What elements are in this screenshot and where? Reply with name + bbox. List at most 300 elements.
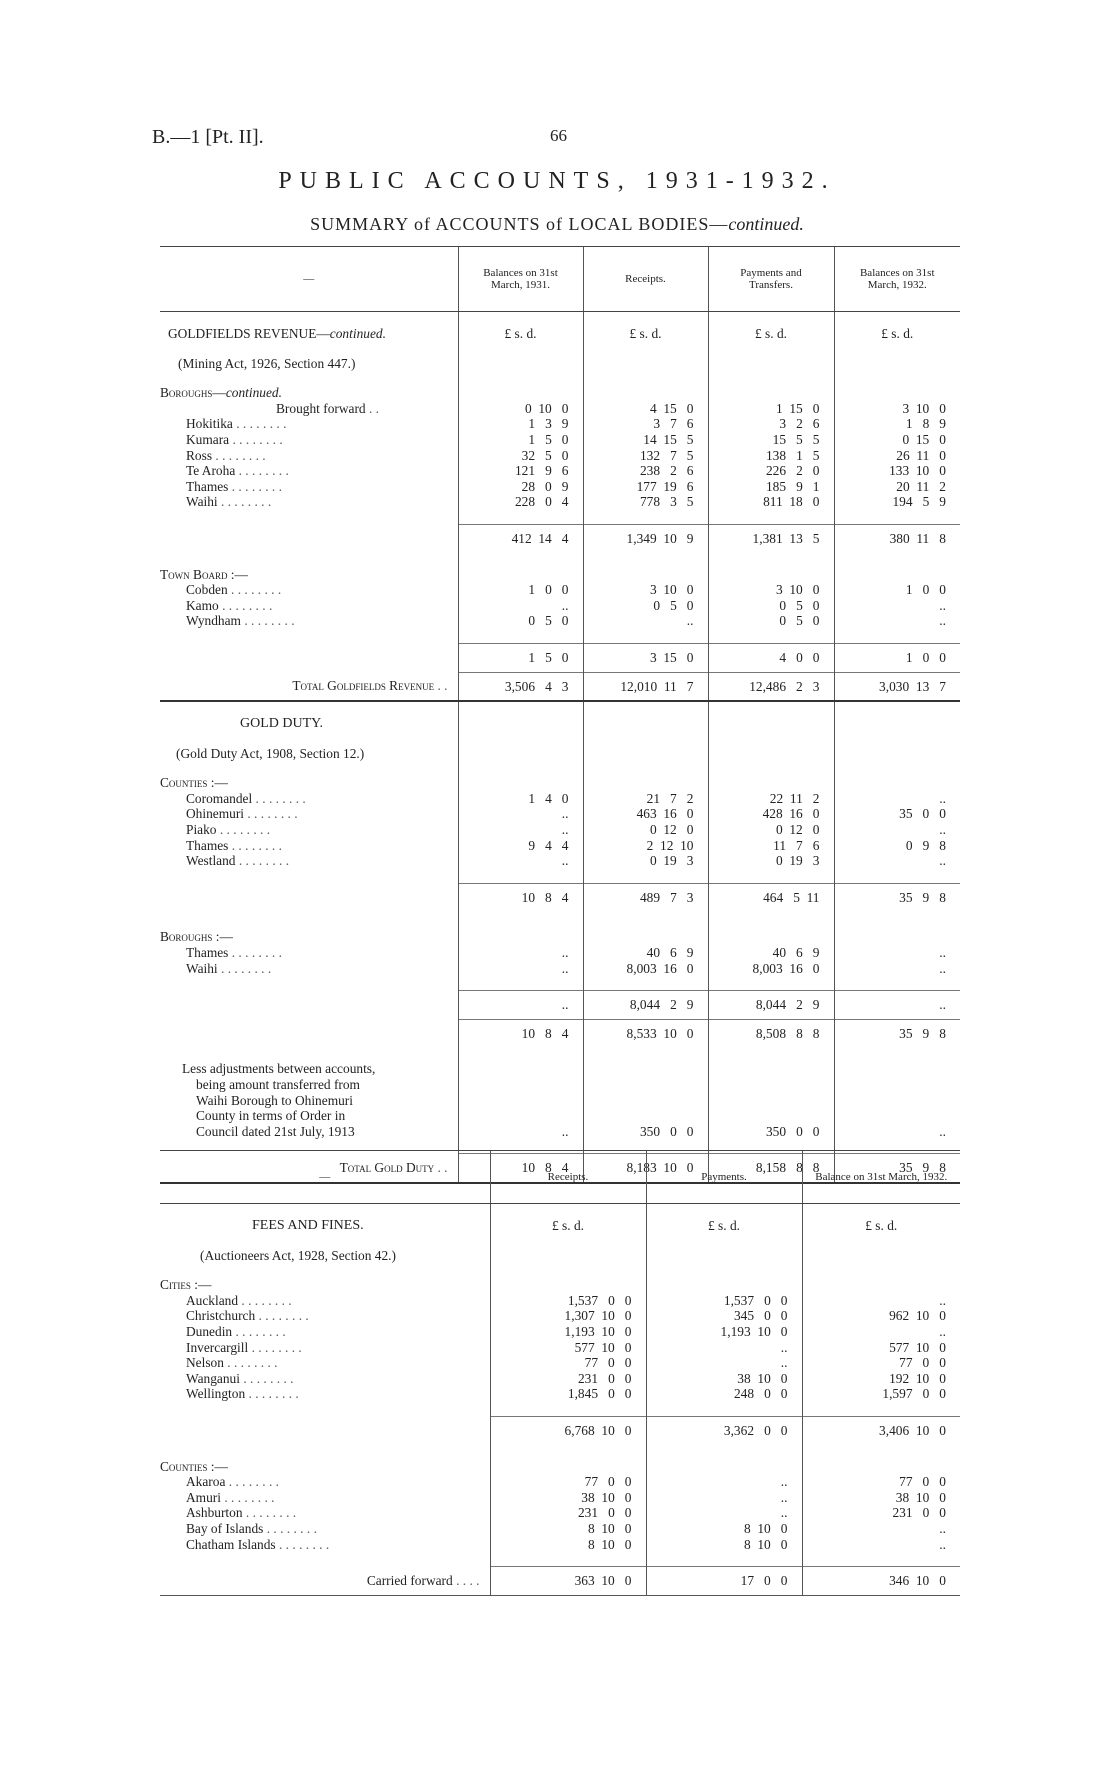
spacer-row <box>160 1204 960 1219</box>
amount-cell: 3 10 0 <box>834 401 960 417</box>
carried-forward-label: Carried forward <box>366 1572 453 1588</box>
units-label: £ s. d. <box>458 326 583 342</box>
spacer-row <box>160 1047 960 1061</box>
total-cell: 8,533 10 0 <box>583 1019 708 1047</box>
table-row <box>160 613 960 629</box>
gd-boroughs-label <box>160 929 960 945</box>
amount-cell: .. <box>458 598 583 614</box>
fees-act-text: (Auctioneers Act, 1928, Section 42.) <box>200 1247 396 1263</box>
fees-heading-row <box>160 1218 960 1234</box>
table-row <box>160 1308 960 1324</box>
fees-counties-label <box>160 1459 960 1475</box>
spacer-row <box>160 732 960 746</box>
amount-cell: 1 5 0 <box>458 432 583 448</box>
carried-forward-row-label: Carried forward . . . . <box>160 1567 490 1596</box>
amount-cell: .. <box>802 1324 960 1340</box>
row-name: Kumara <box>186 431 230 447</box>
gd-combined-total-row <box>160 1019 960 1047</box>
amount-cell: 77 0 0 <box>802 1474 960 1490</box>
amount-cell: 192 10 0 <box>802 1371 960 1387</box>
total-cell: 489 7 3 <box>583 883 708 911</box>
amount-cell: 177 19 6 <box>583 479 708 495</box>
amount-cell: 32 5 0 <box>458 448 583 464</box>
row-label: Kumara . . . . . . . . <box>186 431 283 447</box>
table-row <box>160 1490 960 1506</box>
amount-cell: 8 10 0 <box>646 1537 802 1553</box>
amount-cell: 3 10 0 <box>708 582 834 598</box>
gd-boroughs-label-text: Boroughs :— <box>160 929 233 945</box>
amount-cell: 238 2 6 <box>583 463 708 479</box>
row-name: Thames <box>186 478 229 494</box>
spacer-row <box>160 553 960 567</box>
gold-duty-heading-text: GOLD DUTY. <box>240 716 323 732</box>
amount-cell: 132 7 5 <box>583 448 708 464</box>
fees-heading: FEES AND FINES. <box>252 1218 364 1233</box>
total-cell: 8,158 8 8 <box>708 1154 834 1183</box>
spacer-row <box>160 629 960 644</box>
row-label: Piako . . . . . . . . <box>186 822 271 838</box>
row-name: Waihi <box>186 494 218 510</box>
amount-cell: 0 5 0 <box>583 598 708 614</box>
amount-cell: 0 12 0 <box>583 822 708 838</box>
row-label: Ross . . . . . . . . <box>186 447 266 463</box>
col2-header-particulars: — <box>160 1151 490 1204</box>
amount-cell: 0 19 3 <box>583 853 708 869</box>
table-row <box>160 1505 960 1521</box>
total-cell: 380 11 8 <box>834 524 960 552</box>
total-cell: 464 5 11 <box>708 883 834 911</box>
total-cell: 12,486 2 3 <box>708 672 834 701</box>
total-cell: 1 5 0 <box>458 643 583 672</box>
page-reference: B.—1 [Pt. II]. <box>152 126 264 148</box>
cities-label-text: Cities :— <box>160 1277 212 1293</box>
amount-cell: 428 16 0 <box>708 806 834 822</box>
amount-cell: 9 4 4 <box>458 838 583 854</box>
col2-header-receipts: Receipts. <box>490 1151 646 1204</box>
amount-cell: .. <box>458 853 583 869</box>
amount-cell: .. <box>802 1537 960 1553</box>
amount-cell: .. <box>802 1521 960 1537</box>
row-label: Auckland . . . . . . . . <box>186 1292 292 1308</box>
total-cell: 3,406 10 0 <box>802 1416 960 1444</box>
total-cell: 3,506 4 3 <box>458 672 583 701</box>
table-row <box>160 1386 960 1402</box>
amount-cell: 3 10 0 <box>583 582 708 598</box>
row-name: Thames <box>186 837 229 853</box>
table-row <box>160 1537 960 1553</box>
gd-combined-total-row-label <box>160 1019 458 1047</box>
amount-cell: 185 9 1 <box>708 479 834 495</box>
row-label: Waihi . . . . . . . . <box>186 494 272 510</box>
total-cell: 4 0 0 <box>708 643 834 672</box>
total-cell: .. <box>834 991 960 1020</box>
page-number: 66 <box>550 126 567 145</box>
spacer-row <box>160 1552 960 1567</box>
total-cell: 3 15 0 <box>583 643 708 672</box>
row-label: Thames . . . . . . . . <box>186 945 282 961</box>
total-cell: 35 9 8 <box>834 1019 960 1047</box>
row-name: Chatham Islands <box>186 1536 276 1552</box>
col-header-balances-1931: Balances on 31st March, 1931. <box>458 247 583 312</box>
amount-cell: 1 0 0 <box>834 582 960 598</box>
table-row <box>160 1474 960 1490</box>
counties-label-text: Counties :— <box>160 775 228 791</box>
total-cell: 17 0 0 <box>646 1567 802 1596</box>
units-label: £ s. d. <box>583 326 708 342</box>
gold-duty-total-row-label: Total Gold Duty . . <box>160 1154 458 1183</box>
amount-cell: 1,193 10 0 <box>646 1324 802 1340</box>
goldfields-total-row <box>160 672 960 701</box>
amount-cell: 0 10 0 <box>458 401 583 417</box>
amount-cell: .. <box>646 1505 802 1521</box>
page-title: PUBLIC ACCOUNTS, 1931-1932. <box>278 168 836 194</box>
amount-cell: 8 10 0 <box>490 1537 646 1553</box>
spacer-row <box>160 1234 960 1248</box>
town-board-label-text: Town Board :— <box>160 566 248 582</box>
amount-cell: 194 5 9 <box>834 494 960 510</box>
amount-cell: 0 15 0 <box>834 432 960 448</box>
table-row <box>160 822 960 838</box>
row-name: Nelson <box>186 1355 224 1371</box>
col2-header-payments: Payments. <box>646 1151 802 1204</box>
amount-cell: 1,597 0 0 <box>802 1386 960 1402</box>
amount-cell: .. <box>834 945 960 961</box>
amount-cell: 3 7 6 <box>583 416 708 432</box>
row-name: Ohinemuri <box>186 806 245 822</box>
amount-cell: 2 12 10 <box>583 838 708 854</box>
town-subtotal-row-label <box>160 643 458 672</box>
spacer-row <box>160 1445 960 1459</box>
total-cell: 35 9 8 <box>834 883 960 911</box>
amount-cell: .. <box>834 613 960 629</box>
row-name: Te Aroha <box>186 463 236 479</box>
amount-cell: 38 10 0 <box>646 1371 802 1387</box>
row-label: Akaroa . . . . . . . . <box>186 1474 279 1490</box>
brought-forward-label: Brought forward . . <box>276 400 380 416</box>
amount-cell: .. <box>646 1474 802 1490</box>
row-label: Te Aroha . . . . . . . . <box>186 463 289 479</box>
goldfields-act <box>160 356 960 372</box>
amount-cell: .. <box>834 822 960 838</box>
row-name: Wyndham <box>186 613 241 629</box>
total-cell: 3,362 0 0 <box>646 1416 802 1444</box>
amount-cell: .. <box>646 1490 802 1506</box>
table-row <box>160 945 960 961</box>
amount-cell: 1 15 0 <box>708 401 834 417</box>
amount-cell: .. <box>458 822 583 838</box>
cities-label <box>160 1277 960 1293</box>
amount-cell: 138 1 5 <box>708 448 834 464</box>
row-label: Amuri . . . . . . . . <box>186 1489 275 1505</box>
table-row <box>160 1355 960 1371</box>
table-row <box>160 1371 960 1387</box>
total-cell: 412 14 4 <box>458 524 583 552</box>
amount-cell: 231 0 0 <box>802 1505 960 1521</box>
less-adjustments-row <box>160 1108 960 1124</box>
spacer-row <box>160 976 960 991</box>
goldfields-heading: GOLDFIELDS REVENUE—continued. <box>168 326 386 341</box>
row-name: Ross <box>186 447 213 463</box>
row-name: Bay of Islands <box>186 1520 264 1536</box>
amount-cell: 1,193 10 0 <box>490 1324 646 1340</box>
units-label: £ s. d. <box>708 326 834 342</box>
amount-cell: 1 8 9 <box>834 416 960 432</box>
row-label: Chatham Islands . . . . . . . . <box>186 1536 330 1552</box>
boroughs-label: Boroughs—continued. <box>160 385 282 401</box>
row-name: Ashburton <box>186 1505 243 1521</box>
total-cell: 8,044 2 9 <box>708 991 834 1020</box>
row-name: Christchurch <box>186 1308 256 1324</box>
less-adjustments-text: County in terms of Order in <box>196 1108 346 1124</box>
amount-cell: 40 6 9 <box>708 945 834 961</box>
goldfields-total-row-label: Total Goldfields Revenue . . <box>160 672 458 701</box>
table-row <box>160 479 960 495</box>
amount-cell: .. <box>646 1340 802 1356</box>
total-cell: 35 9 8 <box>834 1154 960 1183</box>
amount-cell: 21 7 2 <box>583 791 708 807</box>
table-row <box>160 791 960 807</box>
table-row <box>160 1324 960 1340</box>
table-row <box>160 463 960 479</box>
table-row <box>160 853 960 869</box>
total-cell: 1,381 13 5 <box>708 524 834 552</box>
total-cell: 10 8 4 <box>458 1154 583 1183</box>
table-row <box>160 432 960 448</box>
spacer-row <box>160 701 960 716</box>
amount-cell: 20 11 2 <box>834 479 960 495</box>
amount-cell: 811 18 0 <box>708 494 834 510</box>
spacer-row <box>160 342 960 356</box>
row-label: Ashburton . . . . . . . . <box>186 1505 297 1521</box>
total-cell: 1 0 0 <box>834 643 960 672</box>
spacer-row <box>160 312 960 327</box>
amount-cell: .. <box>458 806 583 822</box>
row-name: Amuri <box>186 1489 221 1505</box>
amount-cell: 38 10 0 <box>490 1490 646 1506</box>
amount-cell: 8 10 0 <box>646 1521 802 1537</box>
row-name: Waihi <box>186 960 218 976</box>
units-label: £ s. d. <box>802 1218 960 1234</box>
amount-cell: 22 11 2 <box>708 791 834 807</box>
amount-cell: .. <box>583 613 708 629</box>
row-label: Nelson . . . . . . . . <box>186 1355 278 1371</box>
row-label: Christchurch . . . . . . . . <box>186 1308 309 1324</box>
less-adjustments-row <box>160 1077 960 1093</box>
amount-cell: 77 0 0 <box>490 1355 646 1371</box>
row-label: Dunedin . . . . . . . . <box>186 1323 286 1339</box>
row-name: Kamo <box>186 597 219 613</box>
cities-subtotal-row <box>160 1416 960 1444</box>
col-header-particulars: — <box>160 247 458 312</box>
less-adjustments-text: being amount transferred from <box>196 1077 360 1092</box>
cities-subtotal-row-label <box>160 1416 490 1444</box>
col-header-receipts: Receipts. <box>583 247 708 312</box>
amount-cell: 3 2 6 <box>708 416 834 432</box>
amount-cell: 8,003 16 0 <box>708 961 834 977</box>
units-label: £ s. d. <box>490 1218 646 1234</box>
table-row <box>160 494 960 510</box>
row-name: Invercargill <box>186 1339 249 1355</box>
total-cell: 12,010 11 7 <box>583 672 708 701</box>
amount-cell: 1,845 0 0 <box>490 1386 646 1402</box>
amount-cell: 28 0 9 <box>458 479 583 495</box>
amount-cell: 463 16 0 <box>583 806 708 822</box>
row-label: Bay of Islands . . . . . . . . <box>186 1520 317 1536</box>
col-header-balances-1932: Balances on 31st March, 1932. <box>834 247 960 312</box>
amount-cell: .. <box>834 598 960 614</box>
table-row <box>160 448 960 464</box>
total-cell: 346 10 0 <box>802 1567 960 1596</box>
row-label: Thames . . . . . . . . <box>186 478 282 494</box>
spacer-row <box>160 1402 960 1417</box>
boroughs-subtotal-row <box>160 524 960 552</box>
amount-cell: .. <box>458 961 583 977</box>
table-row <box>160 598 960 614</box>
table-row <box>160 806 960 822</box>
boroughs-subtotal-row-label <box>160 524 458 552</box>
table2-header-row <box>160 1151 960 1204</box>
amount-cell: 231 0 0 <box>490 1371 646 1387</box>
town-board-label <box>160 567 960 583</box>
amount-cell: 226 2 0 <box>708 463 834 479</box>
amount-cell: 577 10 0 <box>490 1340 646 1356</box>
row-name: Auckland <box>186 1292 239 1308</box>
row-label: Kamo . . . . . . . . <box>186 597 273 613</box>
amount-cell: .. <box>834 853 960 869</box>
amount-cell: 0 19 3 <box>708 853 834 869</box>
amount-cell: .. <box>834 791 960 807</box>
amount-cell: 8 10 0 <box>490 1521 646 1537</box>
row-name: Hokitika <box>186 416 233 432</box>
total-cell: 10 8 4 <box>458 883 583 911</box>
total-cell: 8,508 8 8 <box>708 1019 834 1047</box>
amount-cell: 40 6 9 <box>583 945 708 961</box>
units-label: £ s. d. <box>834 326 960 342</box>
table-row <box>160 1521 960 1537</box>
row-label: Cobden . . . . . . . . <box>186 582 282 598</box>
spacer-row <box>160 1263 960 1277</box>
spacer-row <box>160 371 960 385</box>
fees-counties-label-text: Counties :— <box>160 1458 228 1474</box>
amount-cell: 77 0 0 <box>802 1355 960 1371</box>
col2-header-balance: Balance on 31st March, 1932. <box>802 1151 960 1204</box>
row-label: Wanganui . . . . . . . . <box>186 1370 294 1386</box>
amount-cell: 4 15 0 <box>583 401 708 417</box>
row-name: Piako <box>186 822 217 838</box>
row-label: Hokitika . . . . . . . . <box>186 416 287 432</box>
amount-cell: 15 5 5 <box>708 432 834 448</box>
spacer-row <box>160 869 960 884</box>
amount-cell: 345 0 0 <box>646 1308 802 1324</box>
gd-boroughs-subtotal-row-label <box>160 991 458 1020</box>
amount-cell: 1,537 0 0 <box>646 1293 802 1309</box>
amount-cell: 133 10 0 <box>834 463 960 479</box>
counties-label <box>160 775 960 791</box>
less-adjustments-row <box>160 1093 960 1109</box>
table-header-row <box>160 247 960 312</box>
amount-cell: 0 12 0 <box>708 822 834 838</box>
amount-cell: 0 5 0 <box>708 613 834 629</box>
amount-cell: 35 0 0 <box>834 806 960 822</box>
amount-cell: .. <box>834 1124 960 1140</box>
counties-subtotal-row <box>160 883 960 911</box>
amount-cell: 77 0 0 <box>490 1474 646 1490</box>
amount-cell: 231 0 0 <box>490 1505 646 1521</box>
boroughs-label-row <box>160 385 960 401</box>
row-label: Westland . . . . . . . . <box>186 853 290 869</box>
amount-cell: 577 10 0 <box>802 1340 960 1356</box>
row-label: Ohinemuri . . . . . . . . <box>186 806 298 822</box>
amount-cell: 1 4 0 <box>458 791 583 807</box>
amount-cell: 0 5 0 <box>708 598 834 614</box>
total-cell: 8,044 2 9 <box>583 991 708 1020</box>
gd-boroughs-subtotal-row <box>160 991 960 1020</box>
amount-cell: 121 9 6 <box>458 463 583 479</box>
gold-duty-act-text: (Gold Duty Act, 1908, Section 12.) <box>176 745 365 761</box>
amount-cell: .. <box>834 961 960 977</box>
row-name: Cobden <box>186 582 228 598</box>
amount-cell: 0 9 8 <box>834 838 960 854</box>
brought-forward-row <box>160 401 960 417</box>
goldfields-act-text: (Mining Act, 1926, Section 447.) <box>178 355 356 371</box>
table-row <box>160 961 960 977</box>
row-name: Coromandel <box>186 790 253 806</box>
row-label: Coromandel . . . . . . . . <box>186 790 306 806</box>
amount-cell: 350 0 0 <box>708 1124 834 1140</box>
amount-cell: 26 11 0 <box>834 448 960 464</box>
gold-duty-act <box>160 746 960 762</box>
total-cell: 3,030 13 7 <box>834 672 960 701</box>
gold-duty-heading <box>160 716 960 732</box>
row-label: Wyndham . . . . . . . . <box>186 613 295 629</box>
table-row <box>160 1340 960 1356</box>
counties-subtotal-row-label <box>160 883 458 911</box>
amount-cell: 1,537 0 0 <box>490 1293 646 1309</box>
row-label: Wellington . . . . . . . . <box>186 1386 299 1402</box>
less-adjustments-text: Council dated 21st July, 1913 <box>196 1123 355 1139</box>
row-label: Thames . . . . . . . . <box>186 837 282 853</box>
table-row <box>160 416 960 432</box>
col-header-payments: Payments and Transfers. <box>708 247 834 312</box>
amount-cell: 350 0 0 <box>583 1124 708 1140</box>
units-row <box>160 326 960 342</box>
amount-cell: .. <box>458 945 583 961</box>
row-name: Thames <box>186 945 229 961</box>
total-cell: 363 10 0 <box>490 1567 646 1596</box>
row-label: Waihi . . . . . . . . <box>186 960 272 976</box>
row-name: Wellington <box>186 1386 246 1402</box>
total-cell: 1,349 10 9 <box>583 524 708 552</box>
fees-act <box>160 1248 960 1264</box>
total-cell: .. <box>458 991 583 1020</box>
amount-cell: .. <box>458 1124 583 1140</box>
spacer-row <box>160 911 960 929</box>
units-label: £ s. d. <box>646 1218 802 1234</box>
amount-cell: 248 0 0 <box>646 1386 802 1402</box>
amount-cell: .. <box>646 1355 802 1371</box>
row-name: Westland <box>186 853 236 869</box>
town-subtotal-row <box>160 643 960 672</box>
row-name: Dunedin <box>186 1323 233 1339</box>
row-name: Akaroa <box>186 1474 226 1490</box>
spacer-row <box>160 761 960 775</box>
amount-cell: 1,307 10 0 <box>490 1308 646 1324</box>
amount-cell: .. <box>802 1293 960 1309</box>
less-adjustments-row <box>160 1124 960 1140</box>
amount-cell: 1 3 9 <box>458 416 583 432</box>
carried-forward-row <box>160 1567 960 1596</box>
amount-cell: 228 0 4 <box>458 494 583 510</box>
